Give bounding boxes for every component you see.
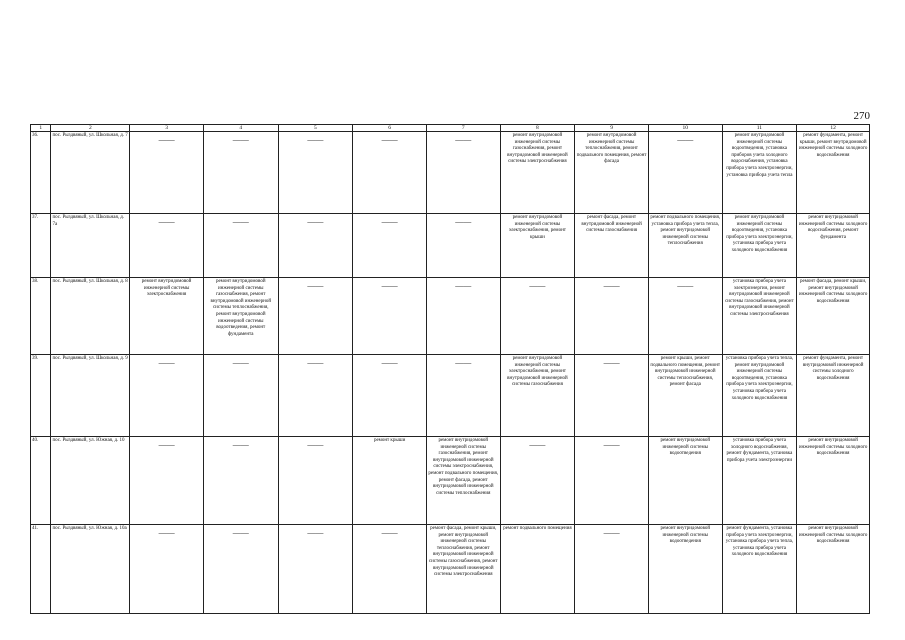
dash-mark: —— (232, 358, 249, 367)
empty-cell (648, 278, 722, 355)
work-description-cell: ремонт внутридомовой инженерной системы теплоснабжения, ремонт подвального помещения, ремонт фасада (575, 132, 649, 214)
empty-cell (278, 437, 353, 525)
page-number: 270 (853, 110, 870, 122)
empty-cell (278, 278, 353, 355)
work-description-cell: ремонт внутридомовой инженерной системы холодного водоснабжения, ремонт фундамента (797, 214, 870, 278)
empty-cell (278, 132, 353, 214)
work-description-cell: ремонт крыши, ремонт подвального помещения, ремонт внутридомовой инженерной системы теплоснабжения, ремонт фасада (648, 355, 722, 437)
empty-cell (203, 355, 278, 437)
dash-mark: —— (232, 135, 249, 144)
dash-mark: —— (529, 440, 546, 449)
empty-cell (203, 132, 278, 214)
work-description-cell: ремонт фасада, ремонт крыши, ремонт внутридомовой инженерной системы теплоснабжения, ремонт внутридомовой инженерной системы газоснабжения, ремонт внутридомовой инженерной системы электроснабжения (426, 525, 500, 614)
column-header: 8 (500, 125, 575, 132)
dash-mark: —— (455, 358, 472, 367)
column-header: 11 (722, 125, 797, 132)
address-cell: пос. Рыздвяный, ул. Школьная, д. 7а (51, 214, 130, 278)
empty-cell (575, 437, 649, 525)
work-description-cell: ремонт внутридомовой инженерной системы водоотведения, установка приборов учета холодного водоснабжения, установка прибора учета электроэнергии, установка прибора учета тепла (722, 132, 797, 214)
empty-cell (278, 214, 353, 278)
work-description-cell: ремонт фундамента, ремонт крыши, ремонт внутридомовой инженерной системы холодного водоснабжения (797, 132, 870, 214)
empty-cell (500, 278, 575, 355)
work-description-cell: ремонт внутридомовой инженерной системы газоснабжения, ремонт внутридомовой инженерной системы теплоснабжения, ремонт внутридомовой инженерной системы водоотведения, ремонт фундамента (203, 278, 278, 355)
empty-cell (353, 214, 427, 278)
table-row (31, 214, 870, 278)
row-number: 37. (31, 214, 51, 278)
dash-mark: —— (603, 440, 620, 449)
work-description-cell: ремонт крыши (353, 437, 427, 525)
dash-mark: —— (158, 217, 175, 226)
work-description-cell: ремонт подвального помещения, установка прибора учета тепла, ремонт внутридомовой инженерной системы теплоснабжения (648, 214, 722, 278)
row-number: 41. (31, 525, 51, 614)
empty-cell (130, 355, 204, 437)
dash-mark: —— (307, 217, 324, 226)
row-number: 36. (31, 132, 51, 214)
empty-cell (575, 278, 649, 355)
dash-mark: —— (158, 135, 175, 144)
work-description-cell: ремонт внутридомовой инженерной системы электроснабжения (130, 278, 204, 355)
table-row (31, 437, 870, 525)
work-description-cell: ремонт внутридомовой инженерной системы электроснабжения, ремонт внутридомовой инженерной системы газоснабжения (500, 355, 575, 437)
empty-cell (130, 437, 204, 525)
row-number: 39. (31, 355, 51, 437)
empty-cell (278, 525, 353, 614)
dash-mark: —— (455, 217, 472, 226)
empty-cell (426, 214, 500, 278)
column-header: 5 (278, 125, 353, 132)
work-description-cell: ремонт подвального помещения (500, 525, 575, 614)
dash-mark: —— (381, 281, 398, 290)
empty-cell (353, 355, 427, 437)
work-description-cell: ремонт внутридомовой инженерной системы газоснабжения, ремонт внутридомовой инженерной системы электроснабжения (500, 132, 575, 214)
column-number-row (31, 125, 870, 132)
empty-cell (426, 355, 500, 437)
work-description-cell: ремонт внутридомовой инженерной системы водоотведения, установка прибора учета электроэнергии, установка прибора учета холодного водоснабжения (722, 214, 797, 278)
dash-mark: —— (381, 528, 398, 537)
column-header: 3 (130, 125, 204, 132)
row-number: 40. (31, 437, 51, 525)
empty-cell (130, 214, 204, 278)
table-row (31, 132, 870, 214)
empty-cell (575, 525, 649, 614)
dash-mark: —— (232, 440, 249, 449)
empty-cell (575, 355, 649, 437)
table-row (31, 525, 870, 614)
dash-mark: —— (158, 440, 175, 449)
dash-mark: —— (603, 528, 620, 537)
dash-mark: —— (677, 135, 694, 144)
empty-cell (203, 214, 278, 278)
table-row (31, 355, 870, 437)
row-number: 38. (31, 278, 51, 355)
address-cell: пос. Рыздвяный, ул. Южная, д. 10а (51, 525, 130, 614)
dash-mark: —— (677, 281, 694, 290)
empty-cell (500, 437, 575, 525)
dash-mark: —— (158, 528, 175, 537)
column-header: 12 (797, 125, 870, 132)
empty-cell (203, 437, 278, 525)
address-cell: пос. Рыздвяный, ул. Южная, д. 10 (51, 437, 130, 525)
column-header: 1 (31, 125, 51, 132)
address-cell: пос. Рыздвяный, ул. Школьная, д. 7 (51, 132, 130, 214)
dash-mark: —— (307, 528, 324, 537)
empty-cell (353, 525, 427, 614)
work-description-cell: ремонт внутридомовой инженерной системы водоотведения (648, 525, 722, 614)
dash-mark: —— (381, 135, 398, 144)
work-description-cell: ремонт внутридомовой инженерной системы электроснабжения, ремонт крыши (500, 214, 575, 278)
empty-cell (203, 525, 278, 614)
empty-cell (278, 355, 353, 437)
dash-mark: —— (455, 135, 472, 144)
dash-mark: —— (529, 281, 546, 290)
dash-mark: —— (232, 217, 249, 226)
column-header: 4 (203, 125, 278, 132)
address-cell: пос. Рыздвяный, ул. Школьная, д. 8 (51, 278, 130, 355)
work-description-cell: установка прибора учета электроэнергии, ремонт внутридомовой инженерной системы газоснабжения, ремонт внутридомовой инженерной системы электроснабжения (722, 278, 797, 355)
dash-mark: —— (307, 358, 324, 367)
work-description-cell: ремонт внутридомовой инженерной системы холодного водоснабжения (797, 525, 870, 614)
column-header: 9 (575, 125, 649, 132)
dash-mark: —— (381, 217, 398, 226)
dash-mark: —— (381, 358, 398, 367)
dash-mark: —— (603, 281, 620, 290)
work-description-cell: ремонт фасада, ремонт внутридомовой инженерной системы газоснабжения (575, 214, 649, 278)
empty-cell (353, 278, 427, 355)
empty-cell (130, 525, 204, 614)
work-description-cell: ремонт внутридомовой инженерной системы холодного водоснабжения (797, 437, 870, 525)
address-cell: пос. Рыздвяный, ул. Школьная, д. 9 (51, 355, 130, 437)
dash-mark: —— (603, 358, 620, 367)
empty-cell (426, 132, 500, 214)
column-header: 6 (353, 125, 427, 132)
dash-mark: —— (232, 528, 249, 537)
work-description-cell: ремонт внутридомовой инженерной системы газоснабжения, ремонт внутридомовой инженерной системы электроснабжения, ремонт подвального помещения, ремонт фасада, ремонт внутридомовой инженерной системы теплоснабжения (426, 437, 500, 525)
work-description-cell: ремонт фундамента, установка прибора учета электроэнергии, установка прибора учета тепла, установка прибора учета холодного водоснабжения (722, 525, 797, 614)
column-header: 2 (51, 125, 130, 132)
table-row (31, 278, 870, 355)
work-description-cell: установка прибора учета холодного водоснабжения, ремонт фундамента, установка прибора учета электроэнергии (722, 437, 797, 525)
column-header: 10 (648, 125, 722, 132)
repair-schedule-table (30, 124, 870, 614)
work-description-cell: ремонт внутридомовой инженерной системы водоотведения (648, 437, 722, 525)
work-description-cell: ремонт фундамента, ремонт внутридомовой инженерной системы холодного водоснабжения (797, 355, 870, 437)
column-header: 7 (426, 125, 500, 132)
dash-mark: —— (307, 135, 324, 144)
dash-mark: —— (307, 440, 324, 449)
work-description-cell: ремонт фасада, ремонт крыши, ремонт внутридомовой инженерной системы холодного водоснабжения (797, 278, 870, 355)
empty-cell (353, 132, 427, 214)
empty-cell (130, 132, 204, 214)
dash-mark: —— (455, 281, 472, 290)
work-description-cell: установка прибора учета тепла, ремонт внутридомовой инженерной системы водоотведения, установка прибора учета электроэнергии, установка прибора учета холодного водоснабжения (722, 355, 797, 437)
empty-cell (648, 132, 722, 214)
empty-cell (426, 278, 500, 355)
dash-mark: —— (158, 358, 175, 367)
dash-mark: —— (307, 281, 324, 290)
